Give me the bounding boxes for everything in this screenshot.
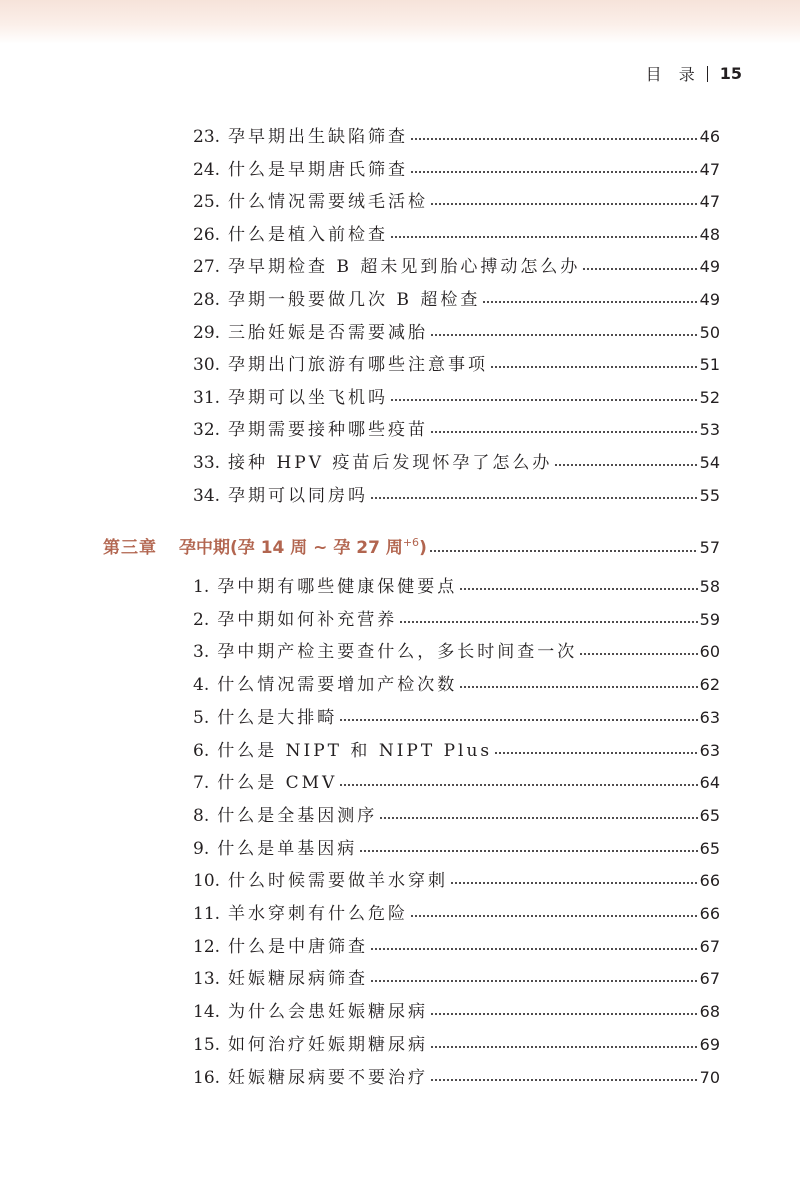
toc-entry-page: 62 <box>699 675 720 695</box>
dot-leader <box>490 366 698 368</box>
toc-entry-number: 11. <box>193 904 221 924</box>
toc-entry-number: 15. <box>193 1034 221 1055</box>
toc-entry-page: 65 <box>699 805 720 825</box>
toc-entry-page: 53 <box>699 420 720 440</box>
toc-entry-page: 58 <box>699 577 720 596</box>
toc-entry-number: 25. <box>193 192 221 213</box>
page-number: 15 <box>719 64 742 83</box>
toc-entry-page: 49 <box>699 290 720 309</box>
dot-leader <box>399 621 697 623</box>
dot-leader <box>429 550 698 552</box>
toc-entry[interactable] <box>193 604 720 636</box>
toc-entry[interactable] <box>193 447 720 479</box>
dot-leader <box>430 1013 698 1015</box>
dot-leader <box>339 719 697 721</box>
toc-entry[interactable] <box>193 571 720 603</box>
toc-entry-number: 5. <box>193 707 210 728</box>
chapter-page-number: 57 <box>699 538 720 557</box>
chapter-title <box>179 533 427 565</box>
toc-entry-number: 8. <box>193 805 210 826</box>
toc-entry[interactable] <box>193 219 720 251</box>
toc-entry-title: 什么是单基因病 <box>217 838 358 859</box>
toc-entry-number: 7. <box>193 773 210 794</box>
toc-entry-title: 孕期可以坐飞机吗 <box>228 387 389 408</box>
toc-entry[interactable] <box>193 833 720 865</box>
toc-entry-number: 10. <box>193 871 221 892</box>
toc-entry[interactable] <box>193 382 720 414</box>
toc-entry[interactable] <box>193 702 720 734</box>
toc-entry[interactable] <box>193 251 720 283</box>
chapter-heading[interactable] <box>103 533 720 563</box>
dot-leader <box>430 334 698 336</box>
toc-entry-title: 妊娠糖尿病要不要治疗 <box>228 1067 429 1088</box>
toc-entry-title: 什么情况需要增加产检次数 <box>217 675 458 696</box>
toc-entry-number: 16. <box>193 1067 221 1088</box>
toc-entry-page: 52 <box>699 387 720 407</box>
dot-leader <box>459 588 697 590</box>
toc-entry-page: 50 <box>699 322 720 342</box>
toc-entry-title: 孕中期有哪些健康保健要点 <box>217 577 458 597</box>
dot-leader <box>482 301 697 303</box>
toc-entry-page: 48 <box>699 224 720 244</box>
toc-entry[interactable] <box>193 1062 720 1094</box>
toc-entry-title: 什么是全基因测序 <box>217 805 378 826</box>
toc-entry-page: 59 <box>699 609 720 629</box>
toc-entry-page: 63 <box>699 740 720 760</box>
toc-entry[interactable] <box>193 636 720 668</box>
top-decorative-band <box>0 0 800 44</box>
dot-leader <box>579 653 697 655</box>
chapter-title-superscript: +6 <box>402 536 420 549</box>
toc-entry-number: 32. <box>193 420 221 441</box>
toc-entry-page: 66 <box>699 871 720 891</box>
dot-leader <box>370 497 698 499</box>
dot-leader <box>410 915 698 917</box>
toc-entry-title: 孕期一般要做几次 B 超检查 <box>228 290 481 310</box>
toc-entry-number: 1. <box>193 577 210 597</box>
toc-entry[interactable] <box>193 963 720 995</box>
toc-entry-title: 如何治疗妊娠期糖尿病 <box>228 1034 429 1055</box>
dot-leader <box>379 817 697 819</box>
toc-entry-number: 23. <box>193 127 221 147</box>
toc-entry-number: 28. <box>193 290 221 310</box>
toc-entry-title: 什么是 NIPT 和 NIPT Plus <box>217 740 493 761</box>
dot-leader <box>459 686 697 688</box>
toc-entry-title: 羊水穿刺有什么危险 <box>228 904 409 924</box>
toc-entry[interactable] <box>193 284 720 316</box>
toc-entry-title: 孕早期出生缺陷筛查 <box>228 127 409 147</box>
toc-entry-title: 什么是 CMV <box>217 773 338 794</box>
chapter-label: 第三章 <box>103 538 157 558</box>
toc-entry-number: 26. <box>193 224 221 245</box>
toc-entry-page: 70 <box>699 1067 720 1087</box>
toc-entry-title: 孕期需要接种哪些疫苗 <box>228 420 429 441</box>
toc-entry[interactable] <box>193 186 720 218</box>
dot-leader <box>390 399 698 401</box>
toc-entry[interactable] <box>193 865 720 897</box>
toc-entry-number: 33. <box>193 453 221 473</box>
toc-entry[interactable] <box>193 735 720 767</box>
header-divider <box>707 66 708 82</box>
toc-entry[interactable] <box>193 996 720 1028</box>
toc-entry[interactable] <box>193 800 720 832</box>
toc-entry[interactable] <box>193 154 720 186</box>
dot-leader <box>339 784 697 786</box>
dot-leader <box>430 1079 698 1081</box>
toc-entry-title: 什么是中唐筛查 <box>228 936 369 957</box>
toc-entry-page: 51 <box>699 355 720 375</box>
toc-entry-page: 65 <box>699 838 720 858</box>
toc-entry-title: 什么是大排畸 <box>217 707 338 728</box>
toc-entry-page: 68 <box>699 1002 720 1022</box>
toc-entry[interactable] <box>193 898 720 930</box>
toc-entry-title: 妊娠糖尿病筛查 <box>228 969 369 990</box>
toc-entry-page: 67 <box>699 969 720 989</box>
toc-entry-number: 12. <box>193 936 221 957</box>
toc-entry-page: 60 <box>699 642 720 662</box>
toc-entry-number: 6. <box>193 740 210 761</box>
toc-entry-number: 13. <box>193 969 221 990</box>
toc-entry-page: 69 <box>699 1034 720 1054</box>
dot-leader <box>370 948 698 950</box>
chapter-title-text: 孕中期(孕 14 周 ~ 孕 27 周 <box>179 538 403 558</box>
dot-leader <box>554 464 697 466</box>
toc-entry-number: 31. <box>193 387 221 408</box>
toc-entry[interactable] <box>193 931 720 963</box>
toc-entry-title: 接种 HPV 疫苗后发现怀孕了怎么办 <box>228 453 553 473</box>
toc-entry[interactable] <box>193 1029 720 1061</box>
toc-entry-number: 3. <box>193 642 210 663</box>
toc-entry-page: 47 <box>699 192 720 212</box>
dot-leader <box>359 850 697 852</box>
toc-entry-number: 30. <box>193 355 221 376</box>
dot-leader <box>430 203 698 205</box>
toc-entry-title: 孕期可以同房吗 <box>228 485 369 506</box>
chapter-title-close: ) <box>419 538 427 558</box>
dot-leader <box>450 882 698 884</box>
toc-entry-title: 什么是早期唐氏筛查 <box>228 159 409 180</box>
toc-entry[interactable] <box>193 121 720 153</box>
dot-leader <box>494 752 698 754</box>
toc-entry[interactable] <box>193 317 720 349</box>
toc-entry-number: 27. <box>193 257 221 278</box>
toc-entry-number: 9. <box>193 838 210 859</box>
dot-leader <box>430 1046 698 1048</box>
dot-leader <box>370 980 698 982</box>
toc-entry[interactable] <box>193 414 720 446</box>
toc-entry-page: 46 <box>699 127 720 146</box>
toc-entry[interactable] <box>193 480 720 512</box>
toc-entry-number: 4. <box>193 675 210 696</box>
dot-leader <box>430 431 698 433</box>
toc-entry-number: 29. <box>193 322 221 343</box>
dot-leader <box>410 171 698 173</box>
toc-entry-title: 什么情况需要绒毛活检 <box>228 192 429 213</box>
toc-entry-page: 66 <box>699 904 720 923</box>
toc-entry-title: 什么是植入前检查 <box>228 224 389 245</box>
toc-entry-number: 14. <box>193 1002 221 1023</box>
toc-entry-number: 24. <box>193 159 221 180</box>
toc-entry-page: 55 <box>699 485 720 505</box>
toc-entry-page: 67 <box>699 936 720 956</box>
running-header <box>646 62 742 85</box>
section-title: 目 录 <box>645 65 701 84</box>
toc-entry-title: 为什么会患妊娠糖尿病 <box>228 1002 429 1023</box>
toc-entry-number: 34. <box>193 485 221 506</box>
toc-entry-page: 63 <box>699 707 720 727</box>
toc-entry-title: 孕期出门旅游有哪些注意事项 <box>228 355 489 376</box>
dot-leader <box>410 138 698 140</box>
toc-entry-title: 什么时候需要做羊水穿刺 <box>228 871 449 892</box>
dot-leader <box>390 236 698 238</box>
toc-entry-title: 孕中期如何补充营养 <box>217 609 398 630</box>
toc-entry-title: 孕早期检查 B 超未见到胎心搏动怎么办 <box>228 257 581 278</box>
toc-entry[interactable] <box>193 349 720 381</box>
toc-entry-page: 54 <box>699 453 720 472</box>
toc-entry[interactable] <box>193 669 720 701</box>
toc-entry-page: 49 <box>699 257 720 277</box>
toc-entry-number: 2. <box>193 609 210 630</box>
toc-entry-title: 三胎妊娠是否需要减胎 <box>228 322 429 343</box>
toc-entry-page: 47 <box>699 159 720 179</box>
toc-entry-title: 孕中期产检主要查什么，多长时间查一次 <box>217 642 578 663</box>
toc-entry-page: 64 <box>699 773 720 793</box>
toc-entry[interactable] <box>193 767 720 799</box>
dot-leader <box>582 268 697 270</box>
